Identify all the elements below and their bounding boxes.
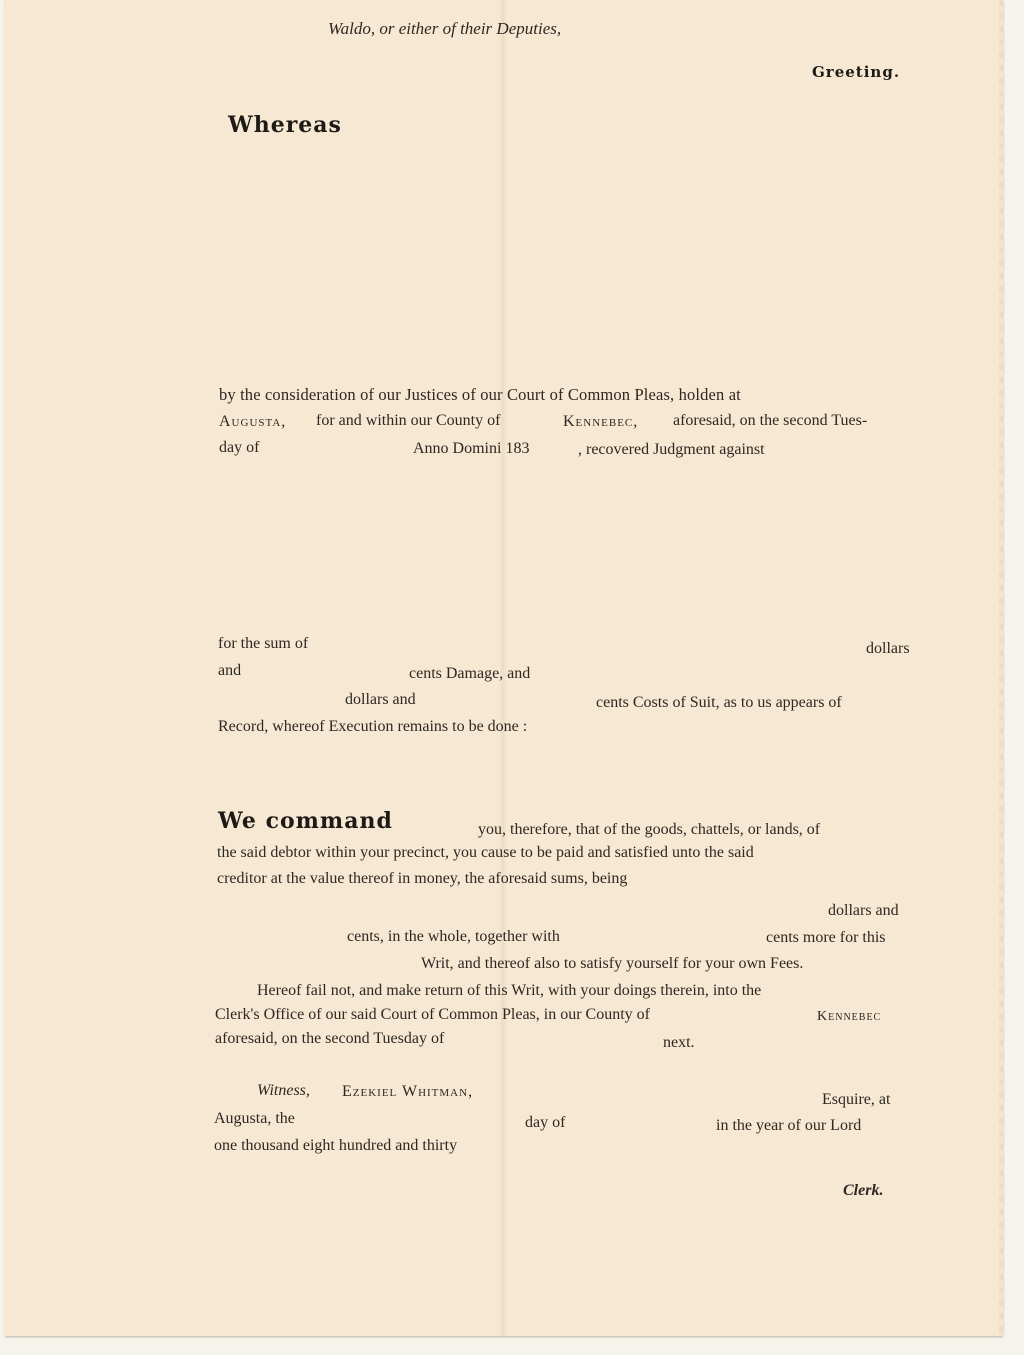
year-of-lord: in the year of our Lord (716, 1117, 862, 1134)
witness-name: Ezekiel Whitman, (342, 1083, 474, 1100)
command-line-9b: next. (663, 1034, 695, 1051)
and-label: and (218, 662, 242, 679)
greeting-heading: Greeting. (812, 63, 901, 81)
addressee-line: Waldo, or either of their Deputies, (328, 19, 562, 38)
command-line-1: you, therefore, that of the goods, chattels, or lands, of (478, 821, 821, 838)
whereas-heading: Whereas (228, 112, 342, 138)
for-sum-of: for the sum of (218, 635, 309, 652)
county-kennebec: Kennebec, (563, 413, 639, 430)
county-kennebec-2: Kennebec (817, 1009, 882, 1024)
cents-costs: cents Costs of Suit, as to us appears of (596, 694, 842, 711)
cents-damage: cents Damage, and (409, 665, 531, 682)
dollars-and-costs: dollars and (345, 691, 416, 708)
whereas-line-2-mid: for and within our County of (316, 412, 501, 429)
command-line-7: Hereof fail not, and make return of this Writ, with your doings therein, into the (257, 982, 762, 999)
command-line-5a: cents, in the whole, together with (347, 928, 560, 945)
thousand-line: one thousand eight hundred and thirty (214, 1137, 458, 1154)
command-line-8: Clerk's Office of our said Court of Common Pleas, in our County of (215, 1006, 650, 1023)
command-line-6: Writ, and thereof also to satisfy yourself for your own Fees. (421, 955, 804, 972)
whereas-line-3-start: day of (219, 439, 260, 456)
whereas-line-3-end: , recovered Judgment against (578, 441, 765, 458)
we-command-heading: We command (218, 808, 393, 834)
command-line-2: the said debtor within your precinct, you cause to be paid and satisfied unto the said (217, 844, 754, 861)
augusta-the: Augusta, the (214, 1110, 295, 1127)
command-line-5b: cents more for this (766, 929, 886, 946)
dollars-label: dollars (866, 640, 910, 657)
whereas-line-1: by the consideration of our Justices of our Court of Common Pleas, holden at (219, 385, 741, 404)
esquire-at: Esquire, at (822, 1091, 891, 1108)
whereas-line-2-end: aforesaid, on the second Tues- (673, 412, 868, 429)
anno-domini: Anno Domini 183 (413, 440, 530, 457)
command-line-4: dollars and (828, 902, 899, 919)
town-augusta: Augusta, (219, 413, 287, 430)
command-line-3: creditor at the value thereof in money, the aforesaid sums, being (217, 870, 628, 887)
torn-right-edge (999, 0, 1003, 1336)
witness-label: Witness, (257, 1082, 310, 1099)
command-line-9a: aforesaid, on the second Tuesday of (215, 1030, 445, 1047)
day-of: day of (525, 1114, 566, 1131)
record-line: Record, whereof Execution remains to be done : (218, 718, 528, 735)
clerk-label: Clerk. (843, 1182, 884, 1199)
